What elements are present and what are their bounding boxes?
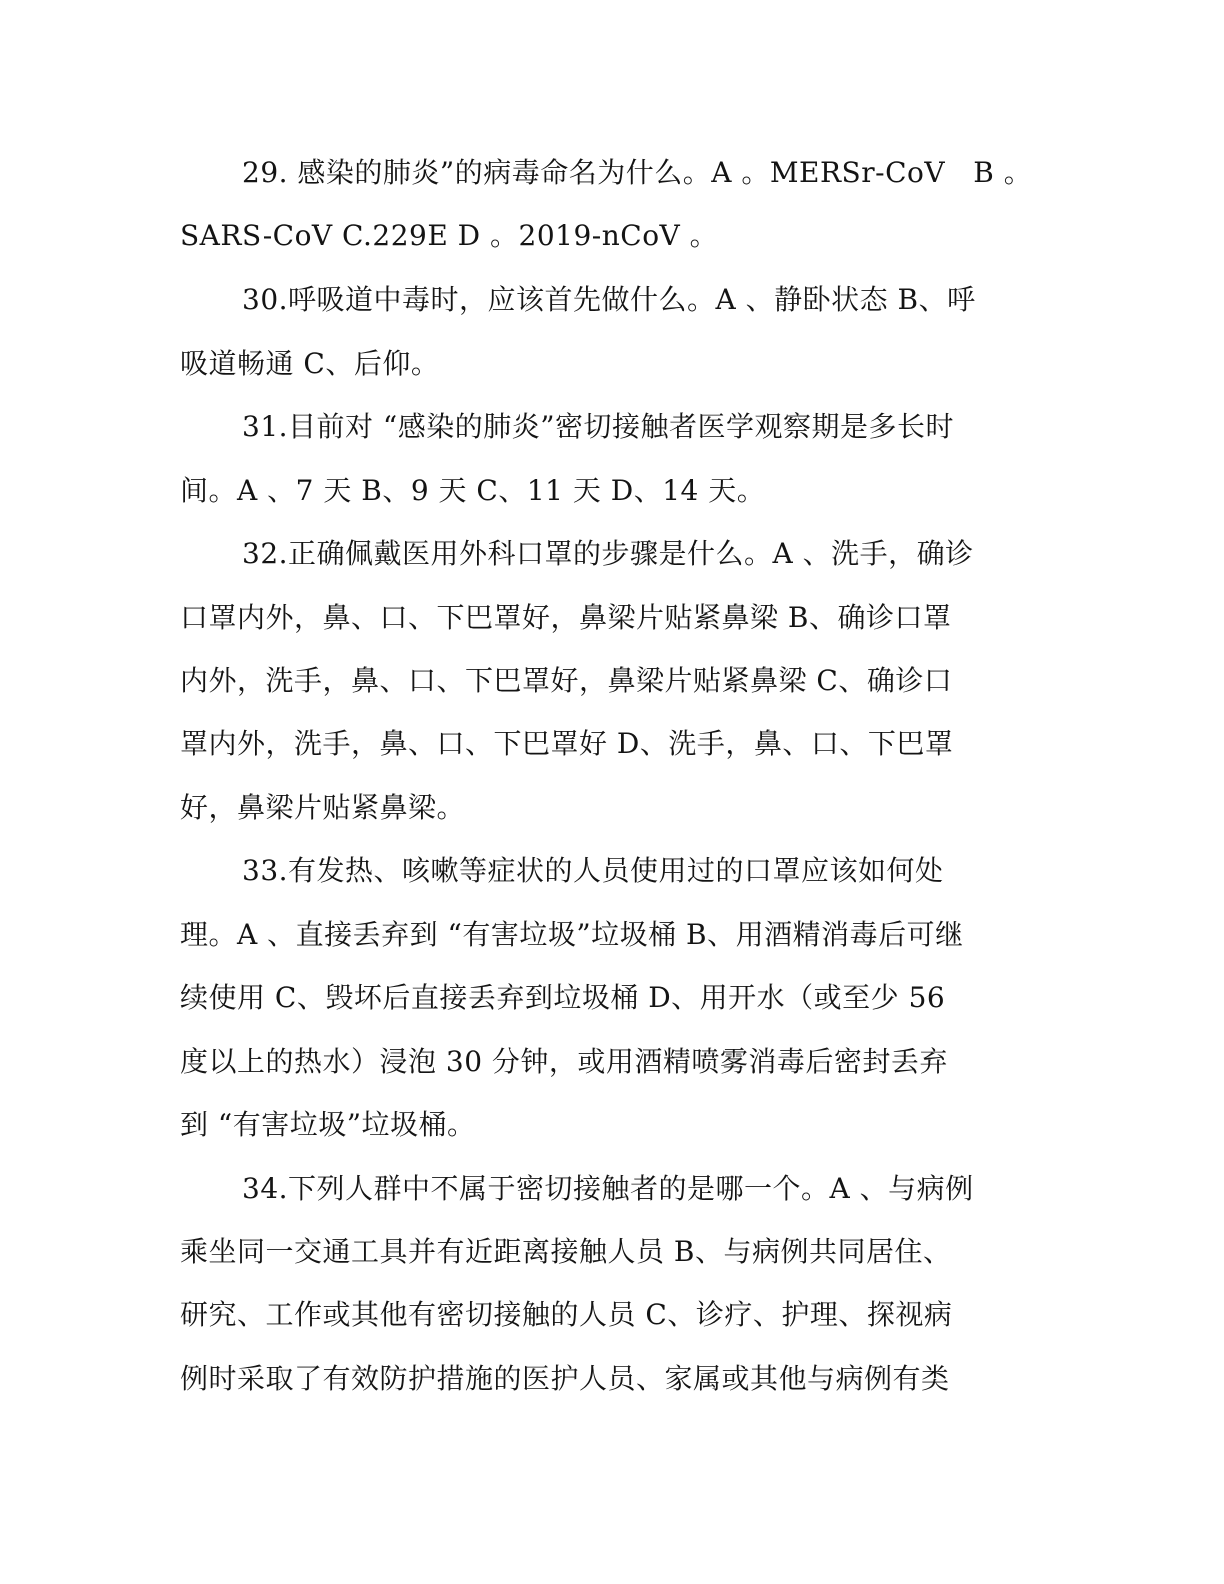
- question-33-line-3: 续使用 C、毁坏后直接丢弃到垃圾桶 D、用开水（或至少 56: [180, 981, 946, 1014]
- question-32-line-2: 口罩内外，鼻、口、下巴罩好，鼻梁片贴紧鼻梁 B、确诊口罩: [180, 601, 952, 634]
- question-29-line-2: SARS-CoV C.229E D 。2019-nCoV 。: [180, 219, 719, 252]
- question-33-line-5: 到 “有害垃圾”垃圾桶。: [180, 1108, 476, 1141]
- question-34-line-4: 例时采取了有效防护措施的医护人员、家属或其他与病例有类: [180, 1362, 950, 1395]
- question-31-line-1: 31.目前对 “感染的肺炎”密切接触者医学观察期是多长时: [242, 410, 955, 443]
- question-33-line-2: 理。A 、直接丢弃到 “有害垃圾”垃圾桶 B、用酒精消毒后可继: [180, 918, 964, 951]
- question-34-line-3: 研究、工作或其他有密切接触的人员 C、诊疗、护理、探视病: [180, 1298, 953, 1331]
- question-32-line-3: 内外，洗手，鼻、口、下巴罩好，鼻梁片贴紧鼻梁 C、确诊口: [180, 664, 953, 697]
- question-31-line-2: 间。A 、7 天 B、9 天 C、11 天 D、14 天。: [180, 474, 766, 507]
- question-29-line-1: 29. 感染的肺炎”的病毒命名为什么。A 。MERSr-CoV B 。: [242, 156, 1033, 189]
- question-32-line-5: 好，鼻梁片贴紧鼻梁。: [180, 791, 466, 824]
- question-33-line-1: 33.有发热、咳嗽等症状的人员使用过的口罩应该如何处: [242, 854, 944, 887]
- question-32-line-4: 罩内外，洗手，鼻、口、下巴罩好 D、洗手，鼻、口、下巴罩: [180, 727, 954, 760]
- question-34-line-2: 乘坐同一交通工具并有近距离接触人员 B、与病例共同居住、: [180, 1235, 952, 1268]
- question-32-line-1: 32.正确佩戴医用外科口罩的步骤是什么。A 、洗手，确诊: [242, 537, 974, 570]
- question-34-line-1: 34.下列人群中不属于密切接触者的是哪一个。A 、与病例: [242, 1172, 974, 1205]
- question-30-line-1: 30.呼吸道中毒时，应该首先做什么。A 、静卧状态 B、呼: [242, 283, 976, 316]
- question-30-line-2: 吸道畅通 C、后仰。: [180, 347, 440, 380]
- question-33-line-4: 度以上的热水）浸泡 30 分钟，或用酒精喷雾消毒后密封丢弃: [180, 1045, 948, 1078]
